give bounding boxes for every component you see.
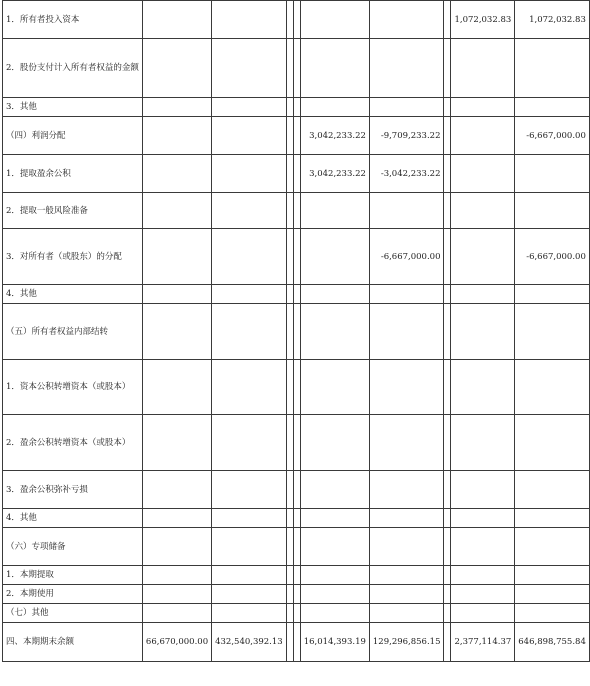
amount-cell	[444, 585, 451, 604]
amount-cell	[300, 509, 369, 528]
amount-cell	[451, 117, 515, 155]
table-row	[3, 285, 590, 304]
amount-cell	[451, 604, 515, 623]
table-row	[3, 471, 590, 509]
amount-cell: 66,670,000.00	[142, 623, 211, 662]
amount-cell	[212, 229, 287, 285]
amount-cell: -6,667,000.00	[515, 117, 590, 155]
amount-cell	[300, 604, 369, 623]
amount-cell	[212, 155, 287, 193]
amount-cell	[369, 39, 444, 98]
amount-cell	[369, 509, 444, 528]
amount-cell	[515, 304, 590, 360]
table-row	[3, 117, 590, 155]
amount-cell	[515, 193, 590, 229]
amount-cell: -3,042,233.22	[369, 155, 444, 193]
amount-cell: 16,014,393.19	[300, 623, 369, 662]
amount-cell	[293, 98, 300, 117]
amount-cell	[444, 509, 451, 528]
table-row	[3, 566, 590, 585]
amount-cell	[286, 585, 293, 604]
amount-cell	[293, 285, 300, 304]
amount-cell	[300, 304, 369, 360]
amount-cell	[300, 229, 369, 285]
amount-cell	[451, 471, 515, 509]
amount-cell	[451, 415, 515, 471]
amount-cell	[451, 285, 515, 304]
table-row	[3, 229, 590, 285]
amount-cell	[212, 528, 287, 566]
amount-cell	[444, 155, 451, 193]
row-item-label: （四）利润分配	[3, 117, 143, 155]
amount-cell	[212, 360, 287, 415]
amount-cell	[142, 360, 211, 415]
amount-cell	[369, 360, 444, 415]
amount-cell	[212, 566, 287, 585]
amount-cell	[293, 566, 300, 585]
amount-cell: 646,898,755.84	[515, 623, 590, 662]
amount-cell	[212, 415, 287, 471]
table-row	[3, 193, 590, 229]
amount-cell	[300, 415, 369, 471]
amount-cell	[293, 39, 300, 98]
amount-cell	[515, 566, 590, 585]
table-row	[3, 509, 590, 528]
table-row	[3, 155, 590, 193]
amount-cell	[142, 415, 211, 471]
row-item-label: 4．其他	[3, 285, 143, 304]
table-row	[3, 1, 590, 39]
amount-cell	[451, 155, 515, 193]
amount-cell	[286, 39, 293, 98]
amount-cell	[444, 39, 451, 98]
amount-cell	[142, 1, 211, 39]
amount-cell	[212, 1, 287, 39]
amount-cell	[286, 415, 293, 471]
amount-cell: 2,377,114.37	[451, 623, 515, 662]
amount-cell	[300, 193, 369, 229]
amount-cell	[142, 566, 211, 585]
amount-cell	[286, 509, 293, 528]
amount-cell	[515, 285, 590, 304]
amount-cell	[369, 471, 444, 509]
amount-cell	[286, 117, 293, 155]
amount-cell	[212, 98, 287, 117]
amount-cell	[212, 193, 287, 229]
amount-cell	[293, 623, 300, 662]
amount-cell	[515, 360, 590, 415]
amount-cell	[369, 193, 444, 229]
table-row	[3, 528, 590, 566]
amount-cell	[444, 360, 451, 415]
row-item-label: （五）所有者权益内部结转	[3, 304, 143, 360]
amount-cell	[369, 566, 444, 585]
amount-cell	[515, 415, 590, 471]
amount-cell	[293, 509, 300, 528]
amount-cell	[444, 98, 451, 117]
amount-cell: 129,296,856.15	[369, 623, 444, 662]
amount-cell	[444, 528, 451, 566]
amount-cell	[451, 193, 515, 229]
amount-cell	[286, 566, 293, 585]
amount-cell	[451, 304, 515, 360]
amount-cell	[451, 360, 515, 415]
amount-cell	[142, 585, 211, 604]
amount-cell	[142, 528, 211, 566]
amount-cell	[286, 98, 293, 117]
table-row	[3, 585, 590, 604]
amount-cell	[300, 360, 369, 415]
table-row	[3, 39, 590, 98]
amount-cell	[293, 155, 300, 193]
amount-cell	[515, 585, 590, 604]
amount-cell	[142, 509, 211, 528]
row-item-label: 3．其他	[3, 98, 143, 117]
amount-cell	[515, 39, 590, 98]
amount-cell	[369, 604, 444, 623]
amount-cell	[444, 193, 451, 229]
amount-cell	[300, 566, 369, 585]
amount-cell	[212, 471, 287, 509]
amount-cell	[444, 117, 451, 155]
amount-cell: 3,042,233.22	[300, 117, 369, 155]
amount-cell: 432,540,392.13	[212, 623, 287, 662]
amount-cell	[142, 285, 211, 304]
amount-cell	[212, 509, 287, 528]
amount-cell	[293, 471, 300, 509]
amount-cell	[515, 528, 590, 566]
amount-cell	[286, 285, 293, 304]
amount-cell	[444, 604, 451, 623]
amount-cell	[515, 509, 590, 528]
amount-cell	[142, 98, 211, 117]
amount-cell	[212, 585, 287, 604]
amount-cell	[515, 98, 590, 117]
row-item-label: 2．股份支付计入所有者权益的金额	[3, 39, 143, 98]
amount-cell: 1,072,032.83	[515, 1, 590, 39]
amount-cell	[369, 528, 444, 566]
amount-cell	[300, 585, 369, 604]
amount-cell	[142, 155, 211, 193]
amount-cell	[293, 415, 300, 471]
amount-cell	[300, 1, 369, 39]
table-row	[3, 604, 590, 623]
amount-cell	[369, 285, 444, 304]
amount-cell	[300, 39, 369, 98]
row-item-label: 3．盈余公积弥补亏损	[3, 471, 143, 509]
amount-cell	[369, 415, 444, 471]
row-item-label: 1．提取盈余公积	[3, 155, 143, 193]
row-item-label: （六）专项储备	[3, 528, 143, 566]
amount-cell	[293, 585, 300, 604]
amount-cell	[286, 528, 293, 566]
amount-cell: 1,072,032.83	[451, 1, 515, 39]
amount-cell	[451, 98, 515, 117]
row-item-label: 3．对所有者（或股东）的分配	[3, 229, 143, 285]
amount-cell	[451, 566, 515, 585]
amount-cell	[444, 229, 451, 285]
amount-cell	[286, 604, 293, 623]
amount-cell	[293, 604, 300, 623]
amount-cell	[293, 1, 300, 39]
amount-cell	[444, 566, 451, 585]
amount-cell	[300, 471, 369, 509]
amount-cell	[212, 285, 287, 304]
amount-cell	[142, 471, 211, 509]
row-item-label: 2．本期使用	[3, 585, 143, 604]
row-item-label: 1．本期提取	[3, 566, 143, 585]
row-item-label: 2．盈余公积转增资本（或股本）	[3, 415, 143, 471]
amount-cell	[212, 117, 287, 155]
amount-cell	[451, 229, 515, 285]
amount-cell	[142, 117, 211, 155]
amount-cell	[212, 304, 287, 360]
amount-cell	[286, 193, 293, 229]
amount-cell	[286, 360, 293, 415]
amount-cell	[293, 528, 300, 566]
row-item-label: 2．提取一般风险准备	[3, 193, 143, 229]
amount-cell	[293, 360, 300, 415]
amount-cell	[142, 304, 211, 360]
amount-cell	[369, 1, 444, 39]
row-item-label: 1．所有者投入资本	[3, 1, 143, 39]
amount-cell	[212, 604, 287, 623]
amount-cell	[142, 193, 211, 229]
amount-cell: -6,667,000.00	[515, 229, 590, 285]
amount-cell: 3,042,233.22	[300, 155, 369, 193]
amount-cell	[286, 623, 293, 662]
amount-cell	[444, 1, 451, 39]
row-item-label: 4．其他	[3, 509, 143, 528]
amount-cell	[286, 1, 293, 39]
amount-cell	[444, 285, 451, 304]
amount-cell	[286, 471, 293, 509]
amount-cell	[369, 98, 444, 117]
amount-cell	[142, 39, 211, 98]
equity-change-table	[2, 0, 590, 662]
amount-cell	[286, 304, 293, 360]
table-row	[3, 360, 590, 415]
amount-cell	[444, 415, 451, 471]
amount-cell	[286, 155, 293, 193]
amount-cell	[444, 623, 451, 662]
table-row	[3, 623, 590, 662]
amount-cell	[515, 155, 590, 193]
amount-cell	[293, 193, 300, 229]
amount-cell	[451, 39, 515, 98]
amount-cell	[444, 471, 451, 509]
amount-cell	[286, 229, 293, 285]
amount-cell	[300, 285, 369, 304]
amount-cell	[300, 98, 369, 117]
table-row	[3, 415, 590, 471]
amount-cell	[212, 39, 287, 98]
amount-cell	[293, 229, 300, 285]
amount-cell: -6,667,000.00	[369, 229, 444, 285]
amount-cell	[142, 604, 211, 623]
amount-cell	[293, 304, 300, 360]
amount-cell	[451, 585, 515, 604]
table-row	[3, 98, 590, 117]
amount-cell: -9,709,233.22	[369, 117, 444, 155]
table-row	[3, 304, 590, 360]
row-item-label: 四、本期期末余额	[3, 623, 143, 662]
amount-cell	[293, 117, 300, 155]
amount-cell	[369, 585, 444, 604]
amount-cell	[515, 604, 590, 623]
amount-cell	[444, 304, 451, 360]
amount-cell	[451, 509, 515, 528]
amount-cell	[142, 229, 211, 285]
amount-cell	[300, 528, 369, 566]
row-item-label: （七）其他	[3, 604, 143, 623]
amount-cell	[515, 471, 590, 509]
amount-cell	[451, 528, 515, 566]
row-item-label: 1．资本公积转增资本（或股本）	[3, 360, 143, 415]
amount-cell	[369, 304, 444, 360]
